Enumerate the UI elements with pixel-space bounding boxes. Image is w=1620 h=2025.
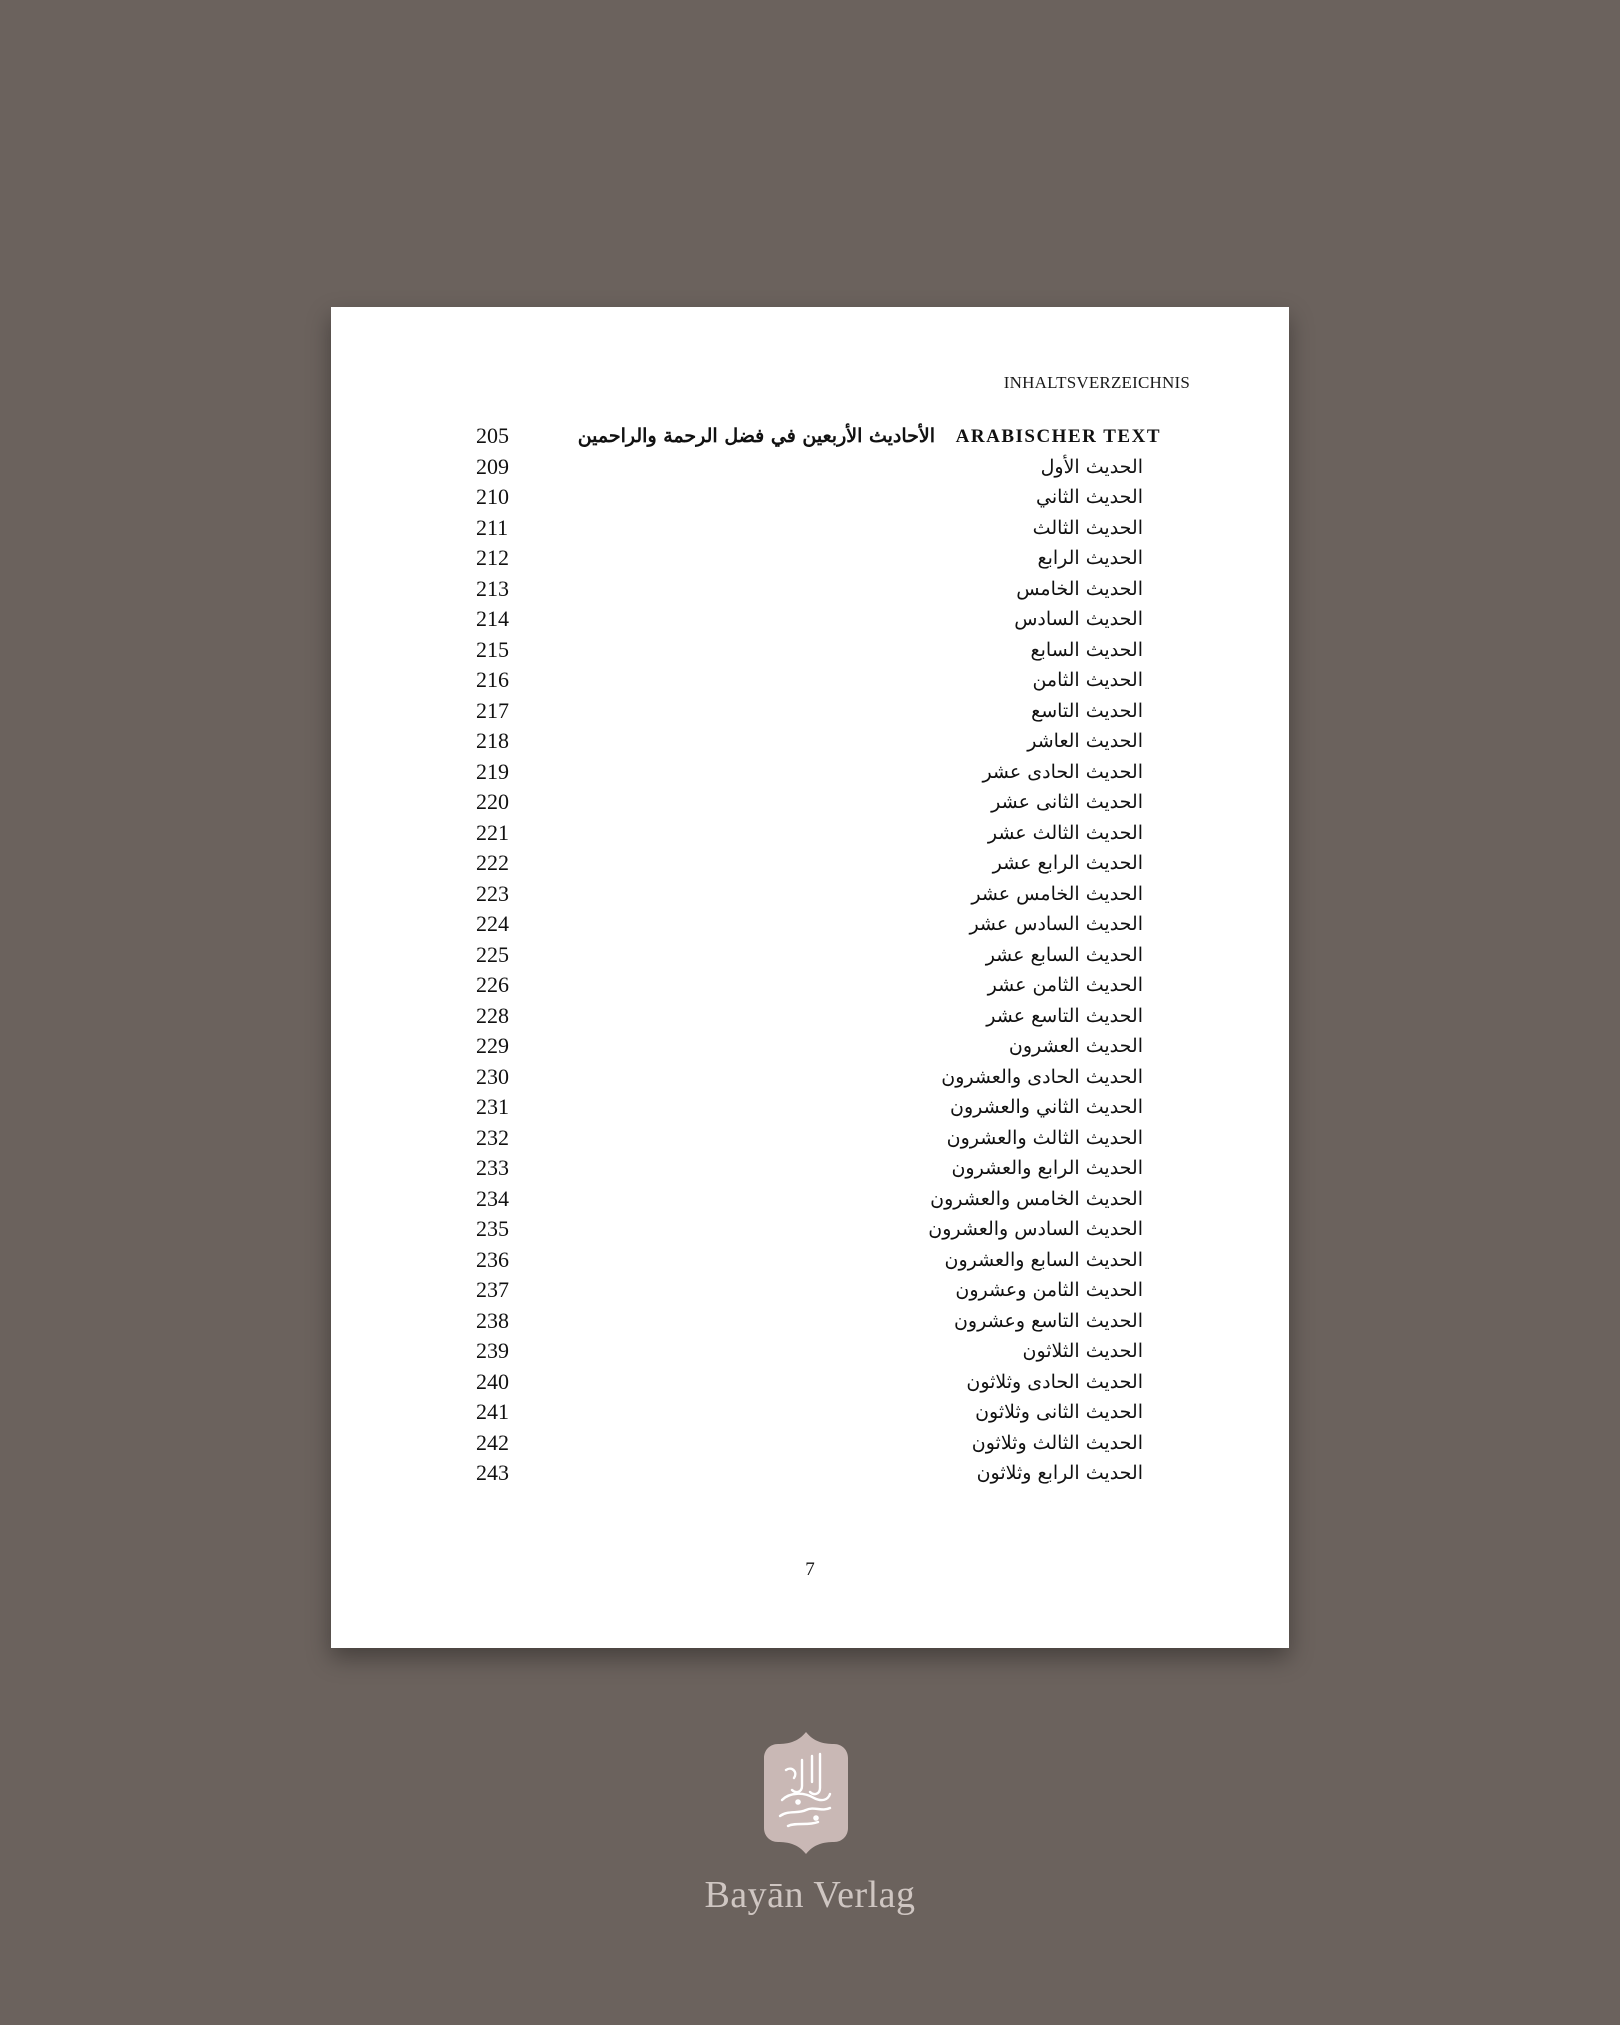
toc-entry-title: الحديث الرابع bbox=[1037, 547, 1143, 569]
toc-entry bbox=[331, 513, 1289, 544]
toc-page-number: 242 bbox=[476, 1429, 509, 1455]
toc-page-number: 212 bbox=[476, 545, 509, 570]
toc-page-number: 231 bbox=[476, 1094, 509, 1119]
toc-entry bbox=[331, 1397, 1289, 1428]
toc-entry-title: الحديث التاسع وعشرون bbox=[953, 1309, 1143, 1332]
toc-entry bbox=[331, 1153, 1289, 1184]
toc-entry-title: الحديث الثاني bbox=[1035, 486, 1143, 508]
toc-page-number: 237 bbox=[476, 1277, 509, 1302]
toc-page-number: 232 bbox=[476, 1124, 509, 1150]
toc-entry bbox=[331, 970, 1289, 1001]
toc-entry-title: الحديث الثلاثون bbox=[1022, 1340, 1143, 1362]
toc-entry bbox=[331, 787, 1289, 818]
toc-page-number: 225 bbox=[476, 941, 509, 967]
toc-entry-title: الحديث الثالث bbox=[1032, 516, 1143, 539]
toc-entry bbox=[331, 848, 1289, 879]
toc-page-number: 239 bbox=[476, 1338, 509, 1363]
calligraphic-emblem-icon bbox=[758, 1730, 854, 1856]
toc-page-number: 221 bbox=[476, 819, 509, 845]
toc-entry bbox=[331, 1306, 1289, 1337]
toc-entry-title: الحديث الخامس bbox=[1016, 577, 1143, 600]
toc-page-number: 236 bbox=[476, 1246, 509, 1272]
toc-entry bbox=[331, 1367, 1289, 1398]
toc-entry-title: الحديث الرابع وثلاثون bbox=[976, 1462, 1143, 1484]
toc-page-number: 216 bbox=[476, 667, 509, 692]
toc-entry-title: الحديث الحادى عشر bbox=[982, 760, 1143, 783]
toc-entry bbox=[331, 1092, 1289, 1123]
toc-page-number: 210 bbox=[476, 484, 509, 509]
table-of-contents bbox=[331, 421, 1289, 1489]
toc-entry-title: الحديث العشرون bbox=[1008, 1035, 1143, 1057]
toc-entry bbox=[331, 1184, 1289, 1215]
toc-page-number: 233 bbox=[476, 1155, 509, 1180]
toc-entry bbox=[331, 543, 1289, 574]
toc-entry bbox=[331, 482, 1289, 513]
publisher-name: Bayān Verlag bbox=[704, 1874, 916, 1916]
toc-entry-title: الحديث الثامن وعشرون bbox=[955, 1279, 1143, 1301]
toc-entry bbox=[331, 1001, 1289, 1032]
toc-page-number: 211 bbox=[476, 514, 509, 540]
section-label: ARABISCHER TEXT bbox=[955, 426, 1161, 447]
toc-page-number: 213 bbox=[476, 575, 509, 601]
toc-entry-title: الحديث الثامن عشر bbox=[987, 974, 1143, 996]
toc-entry bbox=[331, 665, 1289, 696]
toc-entry bbox=[331, 818, 1289, 849]
toc-entry-title: الحديث التاسع عشر bbox=[986, 1004, 1143, 1027]
toc-entry-title: الحديث الحادى وثلاثون bbox=[966, 1370, 1143, 1393]
toc-entry-title: الحديث التاسع bbox=[1031, 699, 1143, 722]
toc-entry bbox=[331, 1031, 1289, 1062]
toc-page-number: 241 bbox=[476, 1399, 509, 1424]
toc-entry bbox=[331, 574, 1289, 605]
toc-entry-title: الحديث الثامن bbox=[1032, 669, 1143, 691]
toc-page-number: 243 bbox=[476, 1460, 509, 1485]
toc-entry-title: الحديث الرابع عشر bbox=[992, 852, 1143, 874]
toc-entry-title: الحديث الثانى عشر bbox=[991, 791, 1143, 813]
toc-page-number: 219 bbox=[476, 758, 509, 784]
toc-page-number: 228 bbox=[476, 1002, 509, 1028]
toc-entry bbox=[331, 1458, 1289, 1489]
toc-page-number: 224 bbox=[476, 911, 509, 936]
toc-entry bbox=[331, 1275, 1289, 1306]
toc-page-number: 226 bbox=[476, 972, 509, 997]
toc-entry-title: الحديث الثالث والعشرون bbox=[946, 1126, 1143, 1149]
running-head: INHALTSVERZEICHNIS bbox=[1003, 373, 1190, 392]
toc-entry-title: الحديث الخامس والعشرون bbox=[930, 1187, 1143, 1210]
toc-entry-title: الحديث الثالث وثلاثون bbox=[971, 1431, 1143, 1454]
toc-entry bbox=[331, 940, 1289, 971]
toc-entry-title: الحديث السابع عشر bbox=[985, 943, 1143, 966]
toc-entry bbox=[331, 909, 1289, 940]
toc-page-number: 209 bbox=[476, 453, 509, 479]
toc-page-number: 214 bbox=[476, 606, 509, 631]
toc-entry bbox=[331, 879, 1289, 910]
toc-page-number: 240 bbox=[476, 1368, 509, 1394]
toc-entry-title: الحديث السادس عشر bbox=[969, 913, 1143, 935]
toc-entry-title: الحديث السادس bbox=[1014, 608, 1143, 630]
toc-entry bbox=[331, 757, 1289, 788]
toc-page-number: 235 bbox=[476, 1216, 509, 1241]
book-page bbox=[331, 307, 1289, 1648]
toc-entry bbox=[331, 1428, 1289, 1459]
toc-entry-title: الحديث الأول bbox=[1040, 455, 1143, 478]
folio-page-number: 7 bbox=[805, 1559, 815, 1580]
toc-entry bbox=[331, 1336, 1289, 1367]
toc-entry bbox=[331, 452, 1289, 483]
toc-entry-title: الحديث الثانى وثلاثون bbox=[975, 1401, 1143, 1423]
toc-page-number: 234 bbox=[476, 1185, 509, 1211]
toc-page-number: 223 bbox=[476, 880, 509, 906]
toc-entry-title: الحديث الثاني والعشرون bbox=[949, 1096, 1143, 1118]
toc-entry bbox=[331, 1245, 1289, 1276]
toc-entry-title: الحديث الثالث عشر bbox=[987, 821, 1143, 844]
toc-entry-title: الحديث السادس والعشرون bbox=[928, 1218, 1143, 1240]
toc-page-number: 215 bbox=[476, 636, 509, 662]
toc-entry-title: الحديث السابع bbox=[1030, 638, 1143, 661]
toc-page-number: 220 bbox=[476, 789, 509, 814]
toc-entry bbox=[331, 726, 1289, 757]
toc-entry bbox=[331, 604, 1289, 635]
toc-entry-title: الحديث العاشر bbox=[1027, 730, 1143, 752]
toc-entry-title: الحديث الخامس عشر bbox=[971, 882, 1143, 905]
toc-entry-title: الحديث الرابع والعشرون bbox=[951, 1157, 1143, 1179]
toc-entry bbox=[331, 1123, 1289, 1154]
toc-entry-title: الحديث الحادى والعشرون bbox=[941, 1065, 1143, 1088]
toc-entry bbox=[331, 696, 1289, 727]
toc-page-number: 218 bbox=[476, 728, 509, 753]
toc-page-number: 222 bbox=[476, 850, 509, 875]
toc-entry-title: الحديث السابع والعشرون bbox=[944, 1248, 1143, 1271]
toc-page-number: 238 bbox=[476, 1307, 509, 1333]
toc-page-number: 229 bbox=[476, 1033, 509, 1058]
toc-entry bbox=[331, 1214, 1289, 1245]
toc-entry bbox=[331, 1062, 1289, 1093]
section-arabic-title: الأحاديث الأربعين في فضل الرحمة والراحمين bbox=[577, 425, 936, 447]
toc-page-number: 230 bbox=[476, 1063, 509, 1089]
toc-entry bbox=[331, 635, 1289, 666]
toc-page-number: 217 bbox=[476, 697, 509, 723]
toc-section-row bbox=[331, 421, 1289, 452]
section-title bbox=[578, 421, 1161, 452]
section-page-number: 205 bbox=[476, 423, 509, 448]
